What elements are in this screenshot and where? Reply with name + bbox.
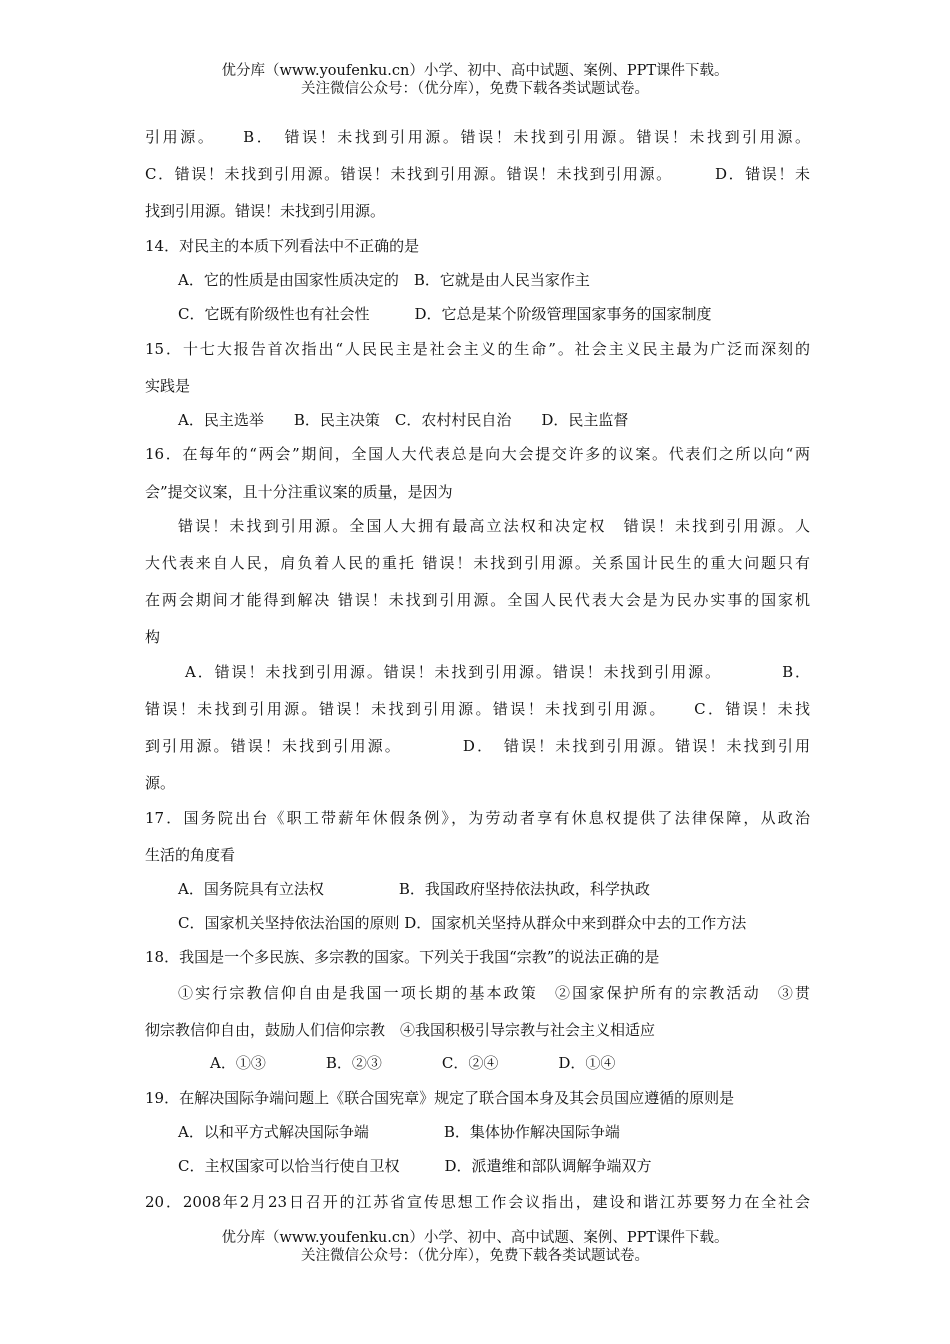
footer-line-2: 关注微信公众号：（优分库），免费下载各类试题试卷。 — [301, 1248, 649, 1264]
question-14-options-cd: C．它既有阶级性也有社会性 D．它总是某个阶级管理国家事务的国家制度 — [178, 305, 712, 323]
question-16-options: 错误！未找到引用源。错误！未找到引用源。错误！未找到引用源。 C．错误！未找 — [145, 700, 810, 718]
header-line-2: 关注微信公众号：（优分库），免费下载各类试题试卷。 — [301, 81, 649, 97]
question-16-options: 源。 — [145, 774, 176, 792]
footer-line-1: 优分库（www.youfenku.cn）小学、初中、高中试题、案例、PPT课件下载。 — [221, 1230, 729, 1246]
question-18: 18．我国是一个多民族、多宗教的国家。下列关于我国“宗教”的说法正确的是 — [145, 948, 660, 966]
question-14-options-ab: A．它的性质是由国家性质决定的 B．它就是由人民当家作主 — [178, 271, 590, 289]
question-17-options-ab: A．国务院具有立法权 B．我国政府坚持依法执政，科学执政 — [178, 880, 650, 898]
question-16-statement: 构 — [145, 628, 161, 646]
question-16-statement: 大代表来自人民，肩负着人民的重托 错误！未找到引用源。关系国计民生的重大问题只有 — [145, 554, 810, 572]
question-16-options: 到引用源。错误！未找到引用源。 D． 错误！未找到引用源。错误！未找到引用 — [145, 737, 810, 755]
header-line-1: 优分库（www.youfenku.cn）小学、初中、高中试题、案例、PPT课件下载。 — [221, 63, 729, 79]
text-line: 引用源。 B． 错误！未找到引用源。错误！未找到引用源。错误！未找到引用源。 — [145, 128, 810, 146]
question-19-options-cd: C．主权国家可以恰当行使自卫权 D．派遣维和部队调解争端双方 — [178, 1157, 652, 1175]
text-line: 找到引用源。错误！未找到引用源。 — [145, 202, 386, 220]
question-16-statement: 错误！未找到引用源。全国人大拥有最高立法权和决定权 错误！未找到引用源。人 — [178, 517, 810, 535]
question-15-options: A．民主选举 B．民主决策 C．农村村民自治 D．民主监督 — [178, 411, 629, 429]
question-17-options-cd: C．国家机关坚持依法治国的原则 D．国家机关坚持从群众中来到群众中去的工作方法 — [178, 914, 747, 932]
question-18-statement: ①实行宗教信仰自由是我国一项长期的基本政策 ②国家保护所有的宗教活动 ③贯 — [178, 984, 810, 1002]
question-18-options: A．①③ B．②③ C．②④ D．①④ — [210, 1054, 616, 1072]
question-16-statement: 在两会期间才能得到解决 错误！未找到引用源。全国人民代表大会是为民办实事的国家机 — [145, 591, 810, 609]
question-20: 20．2008年2月23日召开的江苏省宣传思想工作会议指出，建设和谐江苏要努力在全社会 — [145, 1193, 810, 1211]
question-16: 16．在每年的“两会”期间，全国人大代表总是向大会提交许多的议案。代表们之所以向“两 — [145, 445, 810, 463]
question-19: 19．在解决国际争端问题上《联合国宪章》规定了联合国本身及其会员国应遵循的原则是 — [145, 1089, 735, 1107]
question-18-statement: 彻宗教信仰自由，鼓励人们信仰宗教 ④我国积极引导宗教与社会主义相适应 — [145, 1021, 656, 1039]
question-14: 14．对民主的本质下列看法中不正确的是 — [145, 237, 420, 255]
question-16-options: A．错误！未找到引用源。错误！未找到引用源。错误！未找到引用源。 B． — [185, 663, 810, 681]
question-19-options-ab: A．以和平方式解决国际争端 B．集体协作解决国际争端 — [178, 1123, 620, 1141]
question-17: 17．国务院出台《职工带薪年休假条例》，为劳动者享有休息权提供了法律保障，从政治 — [145, 809, 810, 827]
question-15-cont: 实践是 — [145, 377, 191, 395]
text-line: C．错误！未找到引用源。错误！未找到引用源。错误！未找到引用源。 D．错误！未 — [145, 165, 810, 183]
question-17-cont: 生活的角度看 — [145, 846, 236, 864]
question-16-cont: 会”提交议案，且十分注重议案的质量，是因为 — [145, 483, 453, 501]
question-15: 15．十七大报告首次指出“人民民主是社会主义的生命”。社会主义民主最为广泛而深刻的 — [145, 340, 810, 358]
